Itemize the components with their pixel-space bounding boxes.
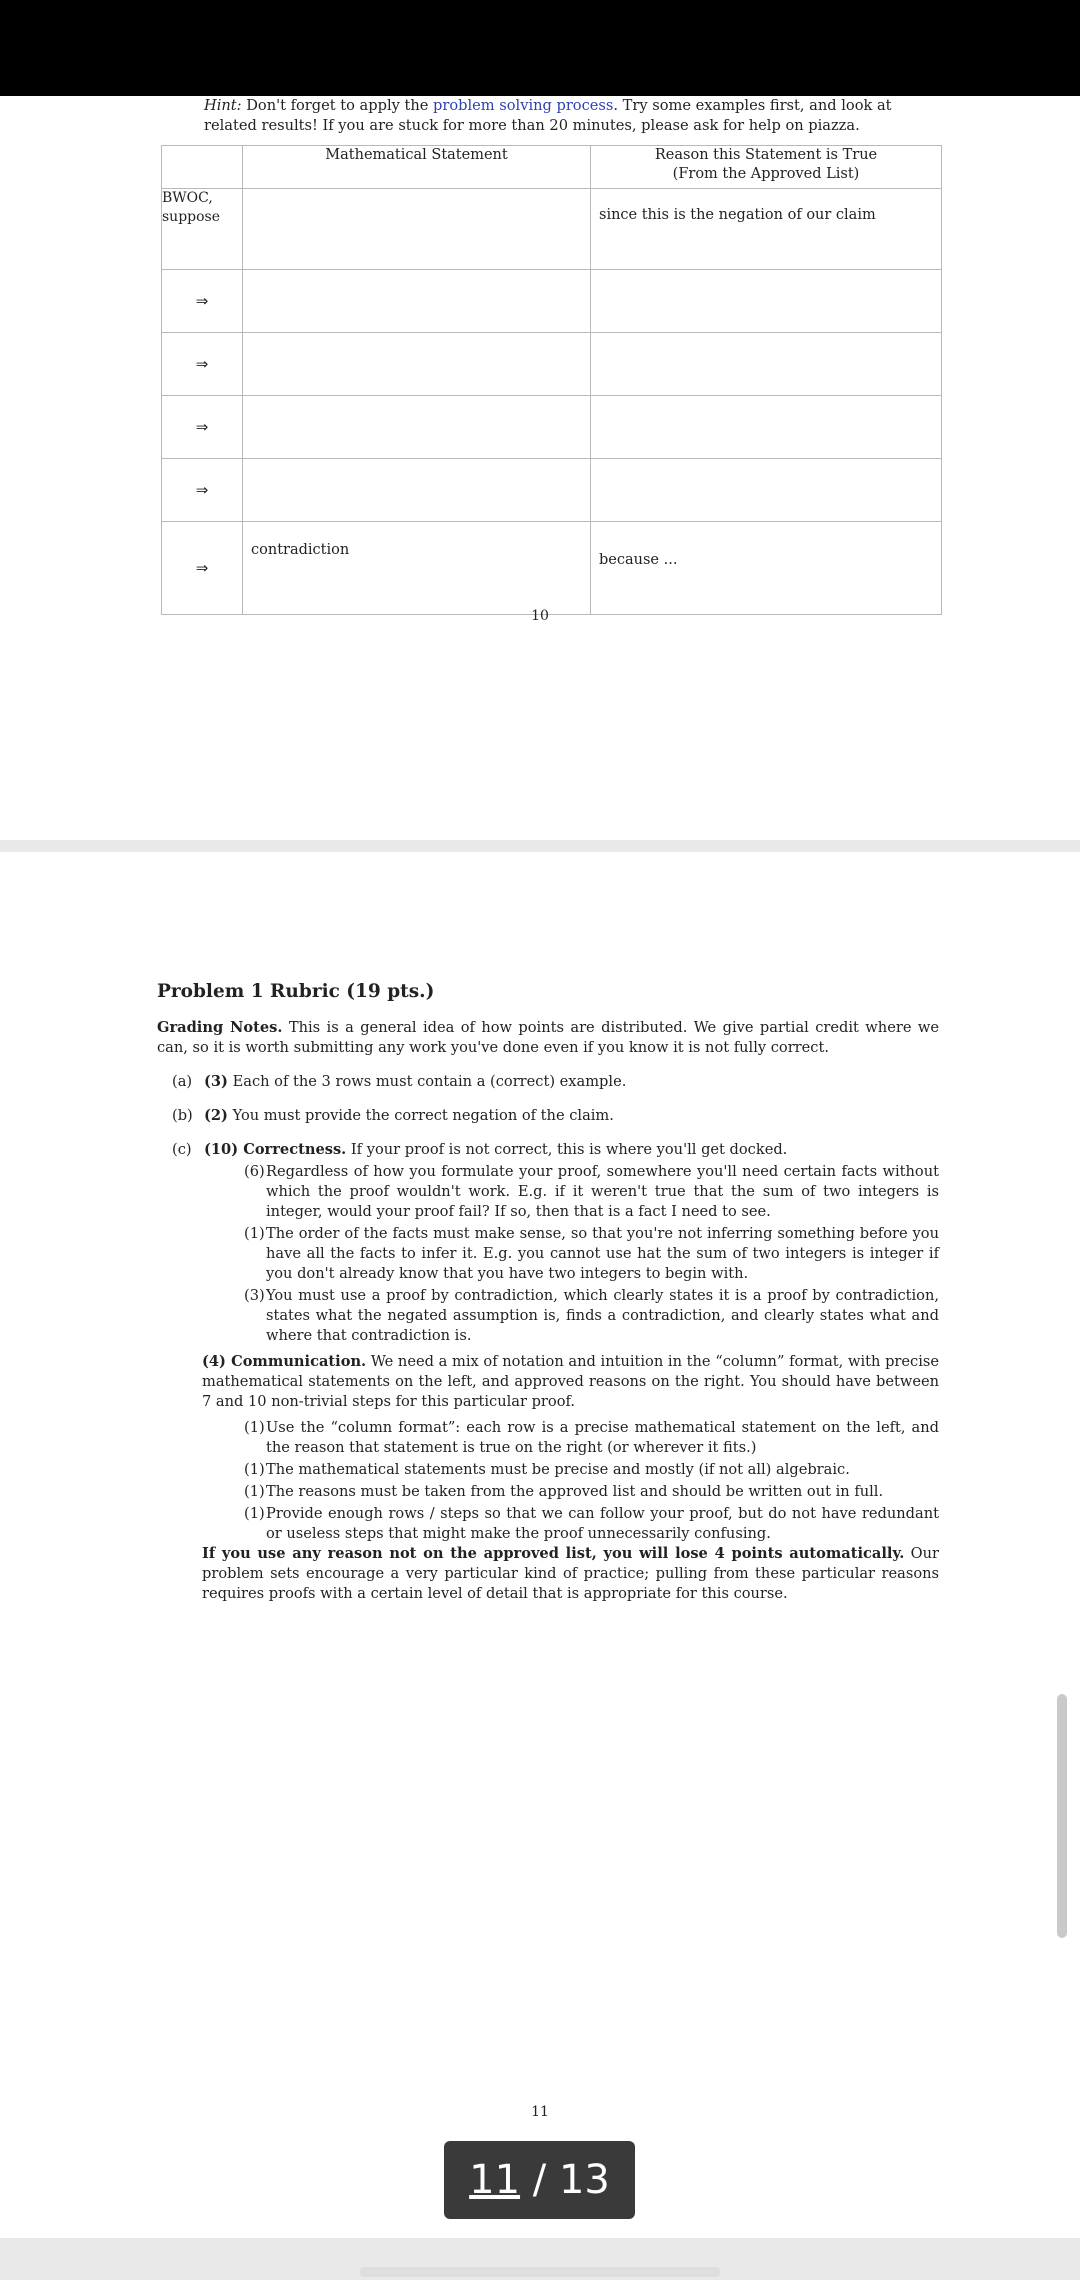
hint-paragraph [204,96,904,136]
statement-cell [243,189,591,270]
table-row [162,333,942,396]
rubric-title: Problem 1 Rubric (19 pts.) [157,981,435,1002]
implies-icon: ⇒ [162,333,243,396]
total-pages: 13 [558,2157,610,2203]
header-blank-cell [162,146,243,189]
header-statement: Mathematical Statement [243,146,591,189]
reason-cell: since this is the negation of our claim [591,189,942,270]
document-page-11 [0,852,1080,2238]
contradiction-cell: contradiction [243,522,591,615]
rubric-subitem: (3) You must use a proof by contradiction, which clearly states it is a proof by contradiction, states what the negated assumption is, finds a contradiction, and clearly states what and where that contradiction is. [244,1287,939,1344]
page-indicator[interactable] [444,2141,635,2219]
approved-list-warning: If you use any reason not on the approved list, you will lose 4 points automatically. Our problem sets encourage a very particular kind of practice; pulling from these particular reasons requires proofs with a certain level of detail that is appropriate for this course. [202,1545,939,1602]
rubric-subitem: (6) Regardless of how you formulate your proof, somewhere you'll need certain facts without which the proof wouldn't work. E.g. if it weren't true that the sum of two integers is integer, would your proof fail? If so, then that is a fact I need to see. [244,1163,939,1220]
rubric-subitem: (1) The mathematical statements must be precise and mostly (if not all) algebraic. [244,1461,850,1478]
reason-cell [591,396,942,459]
rubric-item-a: (a) (3) Each of the 3 rows must contain a (correct) example. [172,1073,627,1090]
page-separator: / [520,2157,559,2203]
rubric-subitem: (1) Use the “column format”: each row is a precise mathematical statement on the left, and the reason that statement is true on the right (or wherever it fits.) [244,1419,939,1456]
rubric-item-c: (c) (10) Correctness. If your proof is not correct, this is where you'll get docked. [172,1141,788,1158]
rubric-subitem: (1) The reasons must be taken from the approved list and should be written out in full. [244,1483,884,1500]
rubric-item-b: (b) (2) You must provide the correct negation of the claim. [172,1107,614,1124]
implies-icon: ⇒ [162,522,243,615]
home-indicator[interactable] [360,2267,720,2277]
status-bar [0,0,1080,96]
document-page-10 [0,96,1080,840]
table-row [162,396,942,459]
page-number: 10 [531,608,549,624]
reason-cell [591,459,942,522]
statement-cell [243,333,591,396]
scrollbar-thumb[interactable] [1057,1694,1067,1938]
table-row [162,459,942,522]
reason-cell [591,333,942,396]
implies-icon: ⇒ [162,396,243,459]
proof-table [161,145,942,615]
grading-notes: Grading Notes. This is a general idea of how points are distributed. We give partial credit where we can, so it is worth submitting any work you've done even if you know it is not fully correct. [157,1019,939,1056]
bwoc-cell: BWOC, suppose [162,189,243,270]
rubric-section [157,982,939,1604]
implies-icon: ⇒ [162,459,243,522]
rubric-subitem: (1) The order of the facts must make sense, so that you're not inferring something before you have all the facts to infer it. E.g. you cannot use hat the sum of two integers is integer if you don't already know that you have two integers to begin with. [244,1225,939,1282]
page-number: 11 [531,2104,549,2120]
rubric-subitem: (1) Provide enough rows / steps so that we can follow your proof, but do not have redundant or useless steps that might make the proof unnecessarily confusing. [244,1505,939,1542]
table-row [162,189,942,270]
because-cell: because ... [591,522,942,615]
proof-table-header [162,146,942,189]
current-page: 11 [469,2157,521,2203]
statement-cell [243,270,591,333]
problem-solving-link[interactable]: problem solving process [433,97,614,114]
hint-text-1: Don't forget to apply the [241,97,434,114]
header-reason: Reason this Statement is True (From the Approved List) [591,146,942,189]
statement-cell [243,459,591,522]
rubric-communication: (4) Communication. We need a mix of notation and intuition in the “column” format, with precise mathematical statements on the left, and approved reasons on the right. You should have between 7 and 10 non-trivial steps for this particular proof. [202,1353,939,1410]
reason-cell [591,270,942,333]
table-row [162,270,942,333]
hint-label: Hint: [204,97,242,114]
implies-icon: ⇒ [162,270,243,333]
table-row [162,522,942,615]
hint-text-2: . Try some examples first, and look at related results! If you are stuck for more than 20 minutes, please ask for help on piazza. [204,97,892,134]
statement-cell [243,396,591,459]
